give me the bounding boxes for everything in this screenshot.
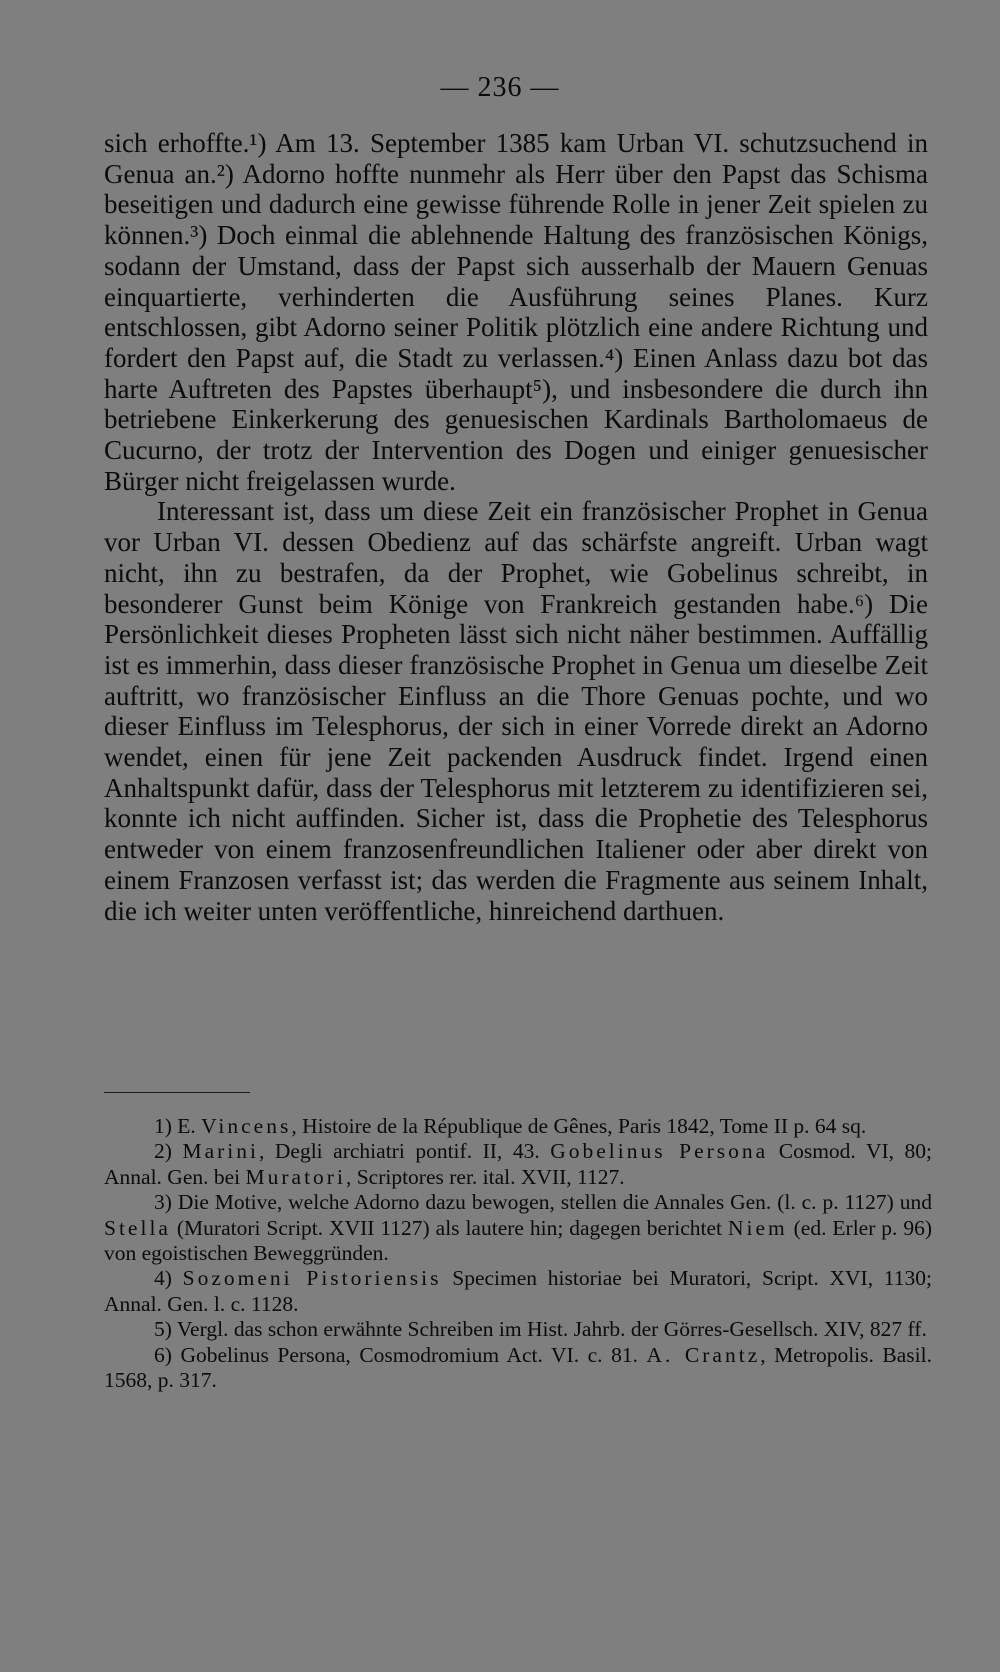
footnotes xyxy=(104,1114,932,1393)
footnote-2-prefix: 2) xyxy=(154,1139,183,1164)
paragraph-2: Interessant ist, dass um diese Zeit ein französischer Prophet in Genua vor Urban VI. dessen Obedienz auf das schärfste angreift. Urban wagt nicht, ihn zu bestrafen, da der Prophet, wie Gobelinus schreibt, in besonderer Gunst beim Könige von Frankreich gestanden habe.⁶) Die Persönlichkeit dieses Propheten lässt sich nicht näher bestimmen. Auffällig ist es immerhin, dass dieser französische Prophet in Genua um dieselbe Zeit auftritt, wo französischer Einfluss an die Thore Genuas pochte, und wo dieser Einfluss im Telesphorus, der sich in einer Vorrede direkt an Adorno wendet, einen für jene Zeit packenden Ausdruck findet. Irgend einen Anhaltspunkt dafür, dass der Telesphorus mit letzterem zu identifizieren sei, konnte ich nicht auffinden. Sicher ist, dass die Prophetie des Telesphorus entweder von einem franzosenfreundlichen Italiener oder aber direkt von einem Franzosen verfasst ist; das werden die Fragmente aus seinem Inhalt, die ich weiter unten veröffentliche, hinreichend darthuen. xyxy=(104,496,928,926)
footnote-6 xyxy=(104,1343,932,1394)
body-text xyxy=(104,128,928,926)
footnote-6-rest: , Metropolis. Basil. 1568, p. 317. xyxy=(104,1342,932,1393)
footnote-1-rest: , Histoire de la République de Gênes, Paris 1842, Tome II p. 64 sq. xyxy=(291,1114,867,1138)
footnote-1 xyxy=(104,1114,932,1139)
footnote-3-rest: (Muratori Script. XVII 1127) als lautere hin; dagegen berichtet xyxy=(170,1215,728,1240)
footnote-2-author-3: Muratori xyxy=(245,1164,346,1189)
paragraph-1: sich erhoffte.¹) Am 13. September 1385 kam Urban VI. schutzsuchend in Genua an.²) Adorno hoffte nunmehr als Herr über den Papst das Schisma beseitigen und dadurch eine gewisse führende Rolle in jener Zeit spielen zu können.³) Doch einmal die ablehnende Haltung des französischen Königs, sodann der Umstand, dass der Papst sich ausserhalb der Mauern Genuas einquartierte, verhinderten die Ausführung seines Planes. Kurz entschlossen, gibt Adorno seiner Politik plötzlich eine andere Richtung und fordert den Papst auf, die Stadt zu verlassen.⁴) Einen Anlass dazu bot das harte Auftreten des Papstes überhaupt⁵), und insbesondere die durch ihn betriebene Einkerkerung des genuesischen Kardinals Bartholomaeus de Cucurno, der trotz der Intervention des Dogen und einiger genuesischer Bürger nicht freigelassen wurde. xyxy=(104,128,928,496)
footnote-3-prefix: 3) Die Motive, welche Adorno dazu bewogen, stellen die Annales Gen. (l. c. p. 1127) und xyxy=(154,1190,932,1215)
footnote-4 xyxy=(104,1266,932,1317)
footnote-6-author: A. Crantz xyxy=(646,1342,761,1367)
footnote-2-mid-1: , Degli archiatri pontif. II, 43. xyxy=(258,1139,551,1164)
footnote-5: 5) Vergl. das schon erwähnte Schreiben im Hist. Jahrb. der Görres-Gesellsch. XIV, 827 ff. xyxy=(154,1317,927,1342)
footnote-2-author-1: Marini xyxy=(182,1139,259,1164)
footnote-3-author: Stella xyxy=(104,1215,171,1240)
footnote-4-rest: Specimen historiae bei Muratori, Script. XVI, 1130; Annal. Gen. l. c. 1128. xyxy=(104,1266,932,1316)
footnote-2-rest: , Scriptores rer. ital. XVII, 1127. xyxy=(345,1164,625,1189)
footnote-1-author: Vincens xyxy=(201,1114,292,1138)
footnote-2-mid-2: Cosmod. VI, 80; Annal. Gen. bei xyxy=(104,1139,933,1189)
footnote-3-rest-2: (ed. Erler p. 96) von egoistischen Beweggründen. xyxy=(104,1215,933,1266)
footnote-2-author-2: Gobelinus Persona xyxy=(550,1139,769,1164)
footnote-4-prefix: 4) xyxy=(154,1266,183,1291)
page-number: — 236 — xyxy=(440,72,560,103)
footnote-separator xyxy=(104,1092,250,1093)
footnote-6-prefix: 6) Gobelinus Persona, Cosmodromium Act. VI. c. 81. xyxy=(154,1342,647,1367)
footnote-1-prefix: 1) E. xyxy=(154,1114,202,1138)
footnote-3 xyxy=(104,1190,932,1266)
footnote-2 xyxy=(104,1139,932,1190)
footnote-3-author-2: Niem xyxy=(727,1215,788,1240)
footnote-4-author: Sozomeni Pistoriensis xyxy=(182,1266,442,1291)
